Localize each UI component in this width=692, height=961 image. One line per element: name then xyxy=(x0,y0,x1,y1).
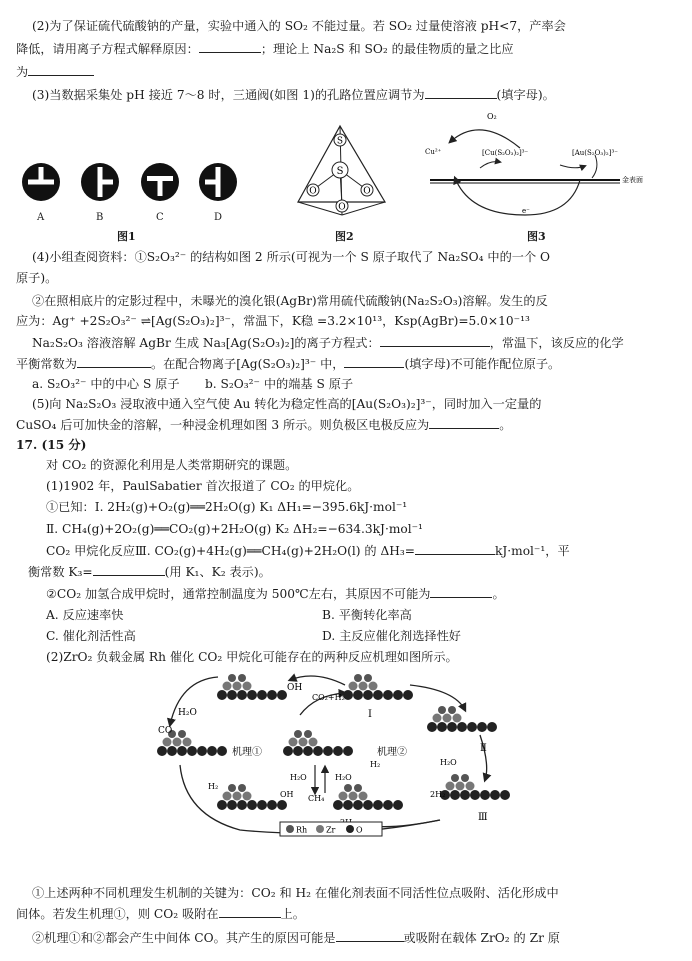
q16-p4-option-a: a. S₂O₃²⁻ 中的中心 S 原子 xyxy=(32,377,180,391)
q16-p4-line6: 平衡常数为 。在配合物离子[Ag(S₂O₃)₂]³⁻ 中， (填字母)不可能作配位原子。 xyxy=(16,357,561,371)
answer-blank[interactable] xyxy=(336,930,404,942)
valve-b xyxy=(81,163,119,201)
q17-qa-line1: ①上述两种不同机理发生机制的关键为：CO₂ 和 H₂ 在催化剂表面不同活性位点吸附、活化形成中 xyxy=(32,886,559,900)
q17-p1-eq1: ①已知：Ⅰ. 2H₂(g)+O₂(g)══2H₂O(g) K₁ ΔH₁=−395.6kJ·mol⁻¹ xyxy=(46,500,408,514)
q16-p4-line4: 应为：Ag⁺ +2S₂O₃²⁻ ⇌[Ag(S₂O₃)₂]³⁻，常温下，K稳 =3.2×10¹³，Ksp(AgBr)=5.0×10⁻¹³ xyxy=(16,314,530,328)
fig2-caption: 图2 xyxy=(335,230,354,243)
mech-roman-3: Ⅲ xyxy=(478,812,488,823)
q17-option-d: D. 主反应催化剂选择性好 xyxy=(322,629,461,643)
mech-h2o-2: H₂O xyxy=(290,773,307,782)
answer-blank[interactable] xyxy=(429,417,499,429)
answer-blank[interactable] xyxy=(425,87,497,99)
figure-1-valves xyxy=(20,160,250,210)
answer-blank[interactable] xyxy=(77,356,151,368)
q17-p2-line1: (2)ZrO₂ 负载金属 Rh 催化 CO₂ 甲烷化可能存在的两种反应机理如图所示。 xyxy=(46,650,458,664)
mech-h2o-3: H₂O xyxy=(335,773,352,782)
fig1-label-b: B xyxy=(96,212,104,223)
catalyst-top xyxy=(217,674,287,700)
q16-p4-line1: (4)小组查阅资料：①S₂O₃²⁻ 的结构如图 2 所示(可视为一个 S 原子取代了 Na₂SO₄ 中的一个 O xyxy=(32,250,551,264)
fig3-surface: 金表面 xyxy=(622,176,643,184)
q17-p1-eq3: CO₂ 甲烷化反应Ⅲ. CO₂(g)+4H₂(g)══CH₄(g)+2H₂O(l) 的 ΔH₃= kJ·mol⁻¹，平 xyxy=(46,544,570,558)
fig1-caption: 图1 xyxy=(117,230,136,243)
answer-blank[interactable] xyxy=(380,335,490,347)
answer-blank[interactable] xyxy=(199,41,261,53)
mech-oh-1: OH xyxy=(287,683,303,693)
legend-rh: Rh xyxy=(296,825,308,835)
fig2-atom-o2: O xyxy=(363,186,371,197)
mech-h2o-4: H₂O xyxy=(440,758,457,767)
q16-p4-line5: Na₂S₂O₃ 溶液溶解 AgBr 生成 Na₃[Ag(S₂O₃)₂]的离子方程式： ，常温下，该反应的化学 xyxy=(32,336,624,350)
answer-blank[interactable] xyxy=(344,356,404,368)
q17-header: 17. (15 分) xyxy=(16,438,87,452)
mech-ch4: CH₄ xyxy=(308,794,325,803)
mech-roman-1: Ⅰ xyxy=(368,709,372,720)
fig3-caption: 图3 xyxy=(527,230,546,243)
mech-co2-h2: CO₂+H₂ xyxy=(312,693,345,702)
figure-2-thiosulfate xyxy=(290,120,400,230)
q17-p1-q2: ②CO₂ 加氢合成甲烷时，通常控制温度为 500℃左右，其原因不可能为 。 xyxy=(46,587,505,601)
q17-option-a: A. 反应速率快 xyxy=(46,608,124,622)
q17-option-b: B. 平衡转化率高 xyxy=(322,608,412,622)
answer-blank[interactable] xyxy=(219,906,281,918)
catalyst-I xyxy=(343,674,413,700)
mech-2h2-2: 2H₂ xyxy=(430,790,446,799)
q16-p2-line1: (2)为了保证硫代硫酸钠的产量，实验中通入的 SO₂ 不能过量。若 SO₂ 过量使溶液 pH<7，产率会 xyxy=(32,19,566,33)
mech-h2-2: H₂ xyxy=(208,782,219,791)
q16-p5-line1: (5)向 Na₂S₂O₃ 浸取液中通入空气使 Au 转化为稳定性高的[Au(S₂O₃)₂]³⁻，同时加入一定量的 xyxy=(32,397,542,411)
fig1-label-a: A xyxy=(37,212,45,223)
valve-a xyxy=(22,163,60,201)
mech-label-1: 机理① xyxy=(232,747,262,758)
q16-p4-option-b: b. S₂O₃²⁻ 中的端基 S 原子 xyxy=(205,377,354,391)
fig1-label-d: D xyxy=(214,212,223,223)
fig1-label-c: C xyxy=(156,212,164,223)
catalyst-III xyxy=(440,774,510,800)
answer-blank[interactable] xyxy=(93,564,165,576)
fig3-au-complex: [Au(S₂O₃)₂]³⁻ xyxy=(572,149,618,157)
fig2-atom-o1: O xyxy=(309,186,317,197)
valve-c xyxy=(141,163,179,201)
answer-blank[interactable] xyxy=(415,543,495,555)
q16-p3-line1: (3)当数据采集处 pH 接近 7～8 时，三通阀(如图 1)的孔路位置应调节为 (填字母)。 xyxy=(32,88,555,102)
q16-p5-line2: CuSO₄ 后可加快金的溶解，一种浸金机理如图 3 所示。则负极区电极反应为 。 xyxy=(16,418,512,432)
mech-h2-1: H₂ xyxy=(370,760,381,769)
mech-roman-2: Ⅱ xyxy=(480,743,487,754)
mech-label-2: 机理② xyxy=(377,747,407,758)
fig3-o2: O₂ xyxy=(487,112,497,121)
catalyst-bottom-mid xyxy=(333,784,403,810)
mech-co-1: CO xyxy=(158,726,173,736)
q17-qb-line1: ②机理①和②都会产生中间体 CO。其产生的原因可能是 或吸附在载体 ZrO₂ 的 Zr 原 xyxy=(32,931,560,945)
q17-p1-line1: (1)1902 年，PaulSabatier 首次报道了 CO₂ 的甲烷化。 xyxy=(46,479,360,493)
q17-p1-eq4: 衡常数 K₃= (用 K₁、K₂ 表示)。 xyxy=(28,565,271,579)
q16-p2-line2: 降低，请用离子方程式解释原因： ；理论上 Na₂S 和 SO₂ 的最佳物质的量之比应 xyxy=(16,42,514,56)
fig2-atom-s1: S xyxy=(336,136,344,147)
figure-3-leaching xyxy=(420,110,670,225)
catalyst-bottom-left xyxy=(217,784,287,810)
mech-oh-2: OH xyxy=(280,790,294,799)
legend-zr: Zr xyxy=(326,825,336,835)
legend-o: O xyxy=(356,825,363,835)
fig2-atom-s2: S xyxy=(336,166,344,177)
q17-qa-line2: 间体。若发生机理①，则 CO₂ 吸附在 上。 xyxy=(16,907,305,921)
q16-p2-line3: 为 xyxy=(16,64,94,80)
mech-h2o-1: H₂O xyxy=(178,708,197,718)
fig3-cu: Cu²⁺ xyxy=(425,148,442,156)
q16-p4-line3: ②在照相底片的定影过程中，未曝光的溴化银(AgBr)常用硫代硫酸钠(Na₂S₂O₃)溶解。发生的反 xyxy=(32,294,548,308)
q16-p4-line2: 原子)。 xyxy=(16,271,58,285)
q17-intro: 对 CO₂ 的资源化利用是人类常期研究的课题。 xyxy=(46,458,298,472)
fig3-cu-complex: [Cu(S₂O₃)₂]³⁻ xyxy=(482,149,529,157)
q17-p1-eq2: Ⅱ. CH₄(g)+2O₂(g)══CO₂(g)+2H₂O(g) K₂ ΔH₂=−634.3kJ·mol⁻¹ xyxy=(46,522,423,536)
mechanism-diagram xyxy=(140,655,500,845)
fig3-electron: e⁻ xyxy=(522,207,530,215)
fig2-atom-o3: O xyxy=(338,202,346,213)
valve-d xyxy=(199,163,237,201)
answer-blank[interactable] xyxy=(430,586,492,598)
q17-option-c: C. 催化剂活性高 xyxy=(46,629,136,643)
catalyst-center xyxy=(283,730,353,756)
answer-blank[interactable] xyxy=(28,64,94,76)
catalyst-II xyxy=(427,706,497,732)
